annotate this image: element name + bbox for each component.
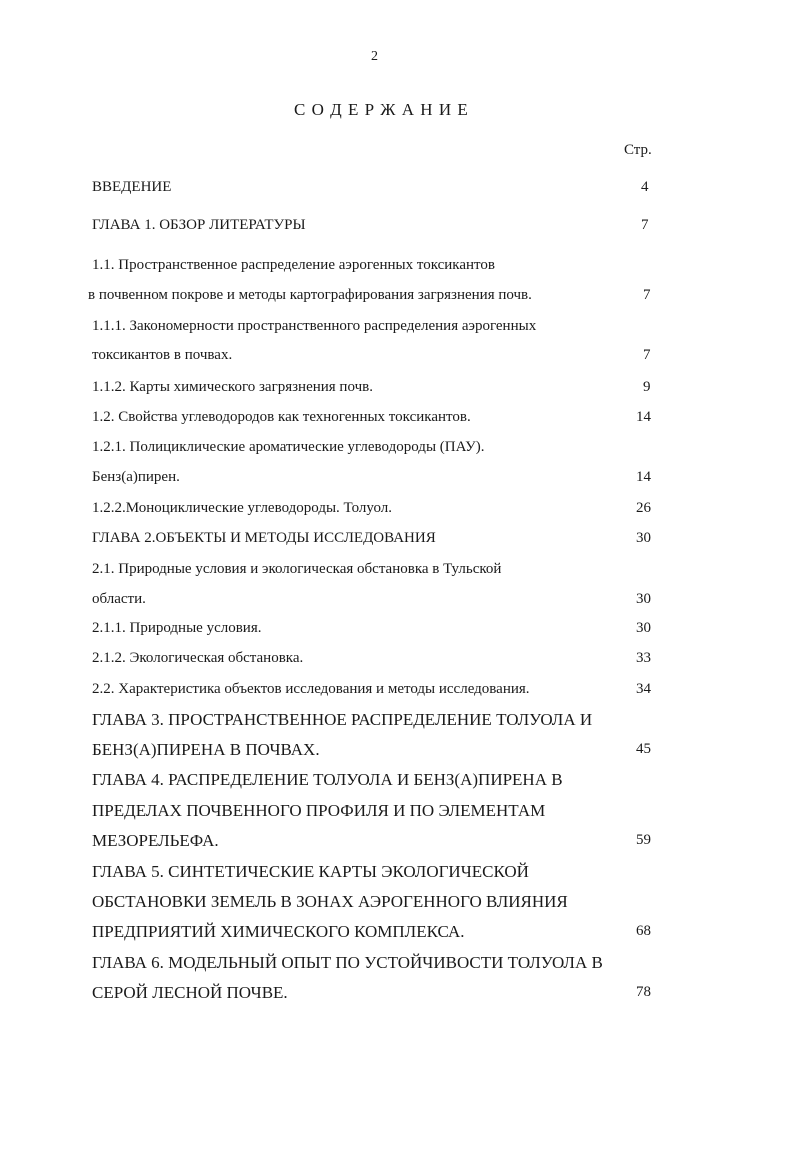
toc-entry-page: 9 [643, 379, 651, 395]
toc-entry-text: Бенз(а)пирен. [92, 469, 180, 485]
toc-entry-text: 2.2. Характеристика объектов исследования и методы исследования. [92, 681, 530, 697]
toc-entry-text: ГЛАВА 2.ОБЪЕКТЫ И МЕТОДЫ ИССЛЕДОВАНИЯ [92, 530, 436, 546]
toc-entry-text: 1.2. Свойства углеводородов как техногенных токсикантов. [92, 409, 471, 425]
toc-entry-page: 30 [636, 530, 651, 546]
toc-entry-page: 14 [636, 469, 651, 485]
toc-entry-text: 1.2.1. Полициклические ароматические углеводороды (ПАУ). [92, 439, 485, 455]
toc-entry-page: 34 [636, 681, 651, 697]
toc-entry-page: 78 [636, 984, 651, 1000]
toc-entry-text: 1.1.1. Закономерности пространственного распределения аэрогенных [92, 318, 537, 334]
toc-entry-page: 26 [636, 500, 651, 516]
toc-entry-text: 1.1. Пространственное распределение аэрогенных токсикантов [92, 257, 495, 273]
toc-entry-text: области. [92, 591, 146, 607]
toc-entry-text: ГЛАВА 6. МОДЕЛЬНЫЙ ОПЫТ ПО УСТОЙЧИВОСТИ ТОЛУОЛА В [92, 953, 603, 972]
page-title: С О Д Е Р Ж А Н И Е [294, 100, 469, 119]
toc-entry-text: ГЛАВА 3. ПРОСТРАНСТВЕННОЕ РАСПРЕДЕЛЕНИЕ ТОЛУОЛА И [92, 710, 593, 729]
toc-entry-text: 1.1.2. Карты химического загрязнения почв. [92, 379, 373, 395]
toc-entry-page: 7 [643, 347, 651, 363]
page-column-label: Стр. [624, 142, 652, 158]
toc-entry-text: ГЛАВА 4. РАСПРЕДЕЛЕНИЕ ТОЛУОЛА И БЕНЗ(А)ПИРЕНА В [92, 770, 563, 789]
toc-entry-page: 4 [641, 179, 649, 195]
toc-entry-text: 1.2.2.Моноциклические углеводороды. Толуол. [92, 500, 393, 516]
toc-entry-page: 30 [636, 620, 651, 636]
toc-entry-page: 30 [636, 591, 651, 607]
toc-entry-text: 2.1.1. Природные условия. [92, 620, 262, 636]
toc-entry-text: МЕЗОРЕЛЬЕФА. [92, 831, 219, 850]
toc-entry-text: ПРЕДЕЛАХ ПОЧВЕННОГО ПРОФИЛЯ И ПО ЭЛЕМЕНТАМ [92, 801, 546, 820]
toc-entry-page: 7 [641, 217, 649, 233]
page-number: 2 [371, 49, 378, 64]
toc-entry-page: 14 [636, 409, 651, 425]
toc-entry-text: 2.1.2. Экологическая обстановка. [92, 650, 304, 666]
toc-entry-text: ГЛАВА 5. СИНТЕТИЧЕСКИЕ КАРТЫ ЭКОЛОГИЧЕСКОЙ [92, 862, 529, 881]
toc-entry-page: 7 [643, 287, 651, 303]
toc-entry-page: 68 [636, 923, 651, 939]
toc-entry-text: ВВЕДЕНИЕ [92, 179, 172, 195]
toc-entry-text: ГЛАВА 1. ОБЗОР ЛИТЕРАТУРЫ [92, 217, 306, 233]
toc-entry-text: токсикантов в почвах. [92, 347, 233, 363]
toc-entry-text: СЕРОЙ ЛЕСНОЙ ПОЧВЕ. [92, 983, 288, 1002]
toc-entry-text: 2.1. Природные условия и экологическая обстановка в Тульской [92, 561, 502, 577]
toc-entry-text: БЕНЗ(А)ПИРЕНА В ПОЧВАХ. [92, 740, 320, 759]
toc-entry-text: в почвенном покрове и методы картографирования загрязнения почв. [88, 287, 532, 303]
toc-entry-page: 45 [636, 741, 651, 757]
toc-entry-text: ПРЕДПРИЯТИЙ ХИМИЧЕСКОГО КОМПЛЕКСА. [92, 922, 465, 941]
toc-entry-page: 33 [636, 650, 651, 666]
toc-entry-text: ОБСТАНОВКИ ЗЕМЕЛЬ В ЗОНАХ АЭРОГЕННОГО ВЛИЯНИЯ [92, 892, 568, 911]
toc-entry-page: 59 [636, 832, 651, 848]
